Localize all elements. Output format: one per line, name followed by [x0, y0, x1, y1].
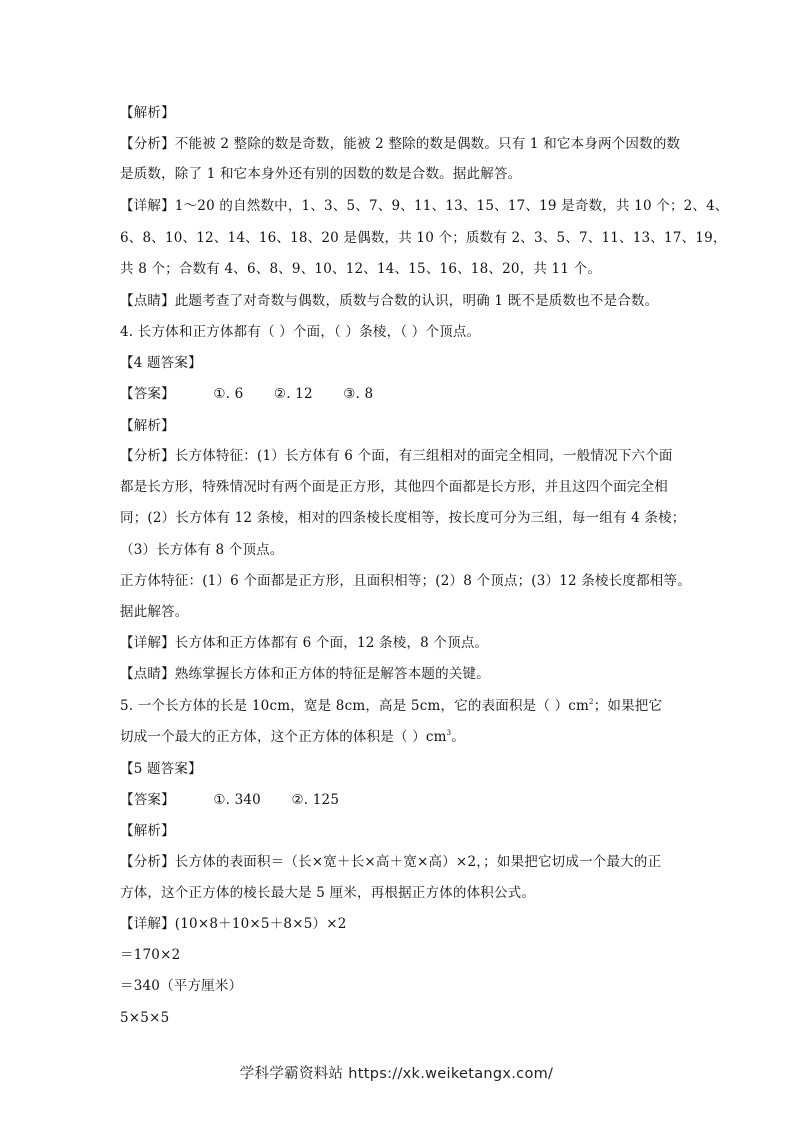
answer-label: 【答案】 [120, 792, 175, 808]
line-q3-analysis-1: 【分析】不能被 2 整除的数是奇数，能被 2 整除的数是偶数。只有 1 和它本身两个因数的数 [120, 136, 681, 152]
line-q4-analysis-3: 同；(2）长方体有 12 条棱，相对的四条棱长度相等，按长度可分为三组，每一组有 4 条棱； [120, 510, 686, 526]
line-q4-detail: 【详解】长方体和正方体都有 6 个面，12 条棱，8 个顶点。 [120, 635, 489, 651]
line-q4-analysis-4: （3）长方体有 8 个顶点。 [120, 542, 284, 558]
q5-answer-row [120, 790, 680, 810]
q4-answer-row [120, 384, 680, 404]
answer-3: ③. 8 [343, 386, 374, 402]
line-q5-detail-1: 【详解】(10×8＋10×5＋8×5）×2 [120, 916, 347, 932]
line-q5-detail-2: ＝170×2 [120, 947, 181, 963]
question-5-line-1: 5. 一个长方体的长是 10cm，宽是 8cm，高是 5cm，它的表面积是（ ）$cm^2$；如果把它 [120, 698, 663, 714]
answer-2: ②. 12 [273, 386, 313, 402]
line-q5-detail-3: ＝340（平方厘米） [120, 978, 243, 994]
answer-1: ①. 6 [213, 386, 244, 402]
answer-label: 【答案】 [120, 386, 175, 402]
line-q4-analysis-2: 都是长方形，特殊情况时有两个面是正方形，其他四个面都是长方形，并且这四个面完全相 [120, 479, 668, 495]
line-q3-analysis-2: 是质数，除了 1 和它本身外还有别的因数的数是合数。据此解答。 [120, 166, 522, 182]
line-q3-detail-2: 6、8、10、12、14、16、18、20 是偶数，共 10 个；质数有 2、3、5、7、11、13、17、19， [120, 230, 727, 246]
answer-1: ①. 340 [213, 792, 261, 808]
line-q5-detail-4: 5×5×5 [120, 1010, 170, 1026]
answer-2: ②. 125 [291, 792, 340, 808]
line-q3-detail-3: 共 8 个；合数有 4、6、8、9、10、12、14、15、16、18、20，共 11 个。 [120, 261, 602, 277]
line-q5-analysis-2: 方体，这个正方体的棱长最大是 5 厘米，再根据正方体的体积公式。 [120, 885, 536, 901]
line-q4-analysis-5: 正方体特征：(1）6 个面都是正方形，且面积相等；(2）8 个顶点；(3）12 条棱长度都相等。 [120, 573, 691, 589]
footer-watermark: 学科学霸资料站 https://xk.weiketangx.com/ [239, 1066, 554, 1082]
question-4: 4. 长方体和正方体都有（ ）个面，（ ）条棱，（ ）个顶点。 [120, 324, 481, 340]
question-5-line-2: 切成一个最大的正方体，这个正方体的体积是（ ）$cm^3$。 [120, 729, 466, 745]
q5-answer-heading: 【5 题答案】 [120, 761, 202, 777]
q4-answer-heading: 【4 题答案】 [120, 355, 202, 371]
line-analysis-heading-q3: 【解析】 [120, 105, 175, 121]
line-q4-comment: 【点睛】熟练掌握长方体和正方体的特征是解答本题的关键。 [120, 666, 490, 682]
line-q5-analysis-1: 【分析】长方体的表面积＝（长×宽＋长×高＋宽×高）×2，；如果把它切成一个最大的正 [120, 854, 662, 870]
line-q4-analysis-6: 据此解答。 [120, 604, 189, 620]
line-q3-detail-1: 【详解】1～20 的自然数中，1、3、5、7、9、11、13、15、17、19 是奇数，共 10 个；2、4、 [120, 198, 729, 214]
line-q4-analysis-1: 【分析】长方体特征：(1）长方体有 6 个面，有三组相对的面完全相同，一般情况下六个面 [120, 448, 673, 464]
line-analysis-heading-q5: 【解析】 [120, 823, 175, 839]
line-q3-comment: 【点睛】此题考查了对奇数与偶数，质数与合数的认识，明确 1 既不是质数也不是合数。 [120, 293, 659, 309]
line-analysis-heading-q4: 【解析】 [120, 418, 175, 434]
